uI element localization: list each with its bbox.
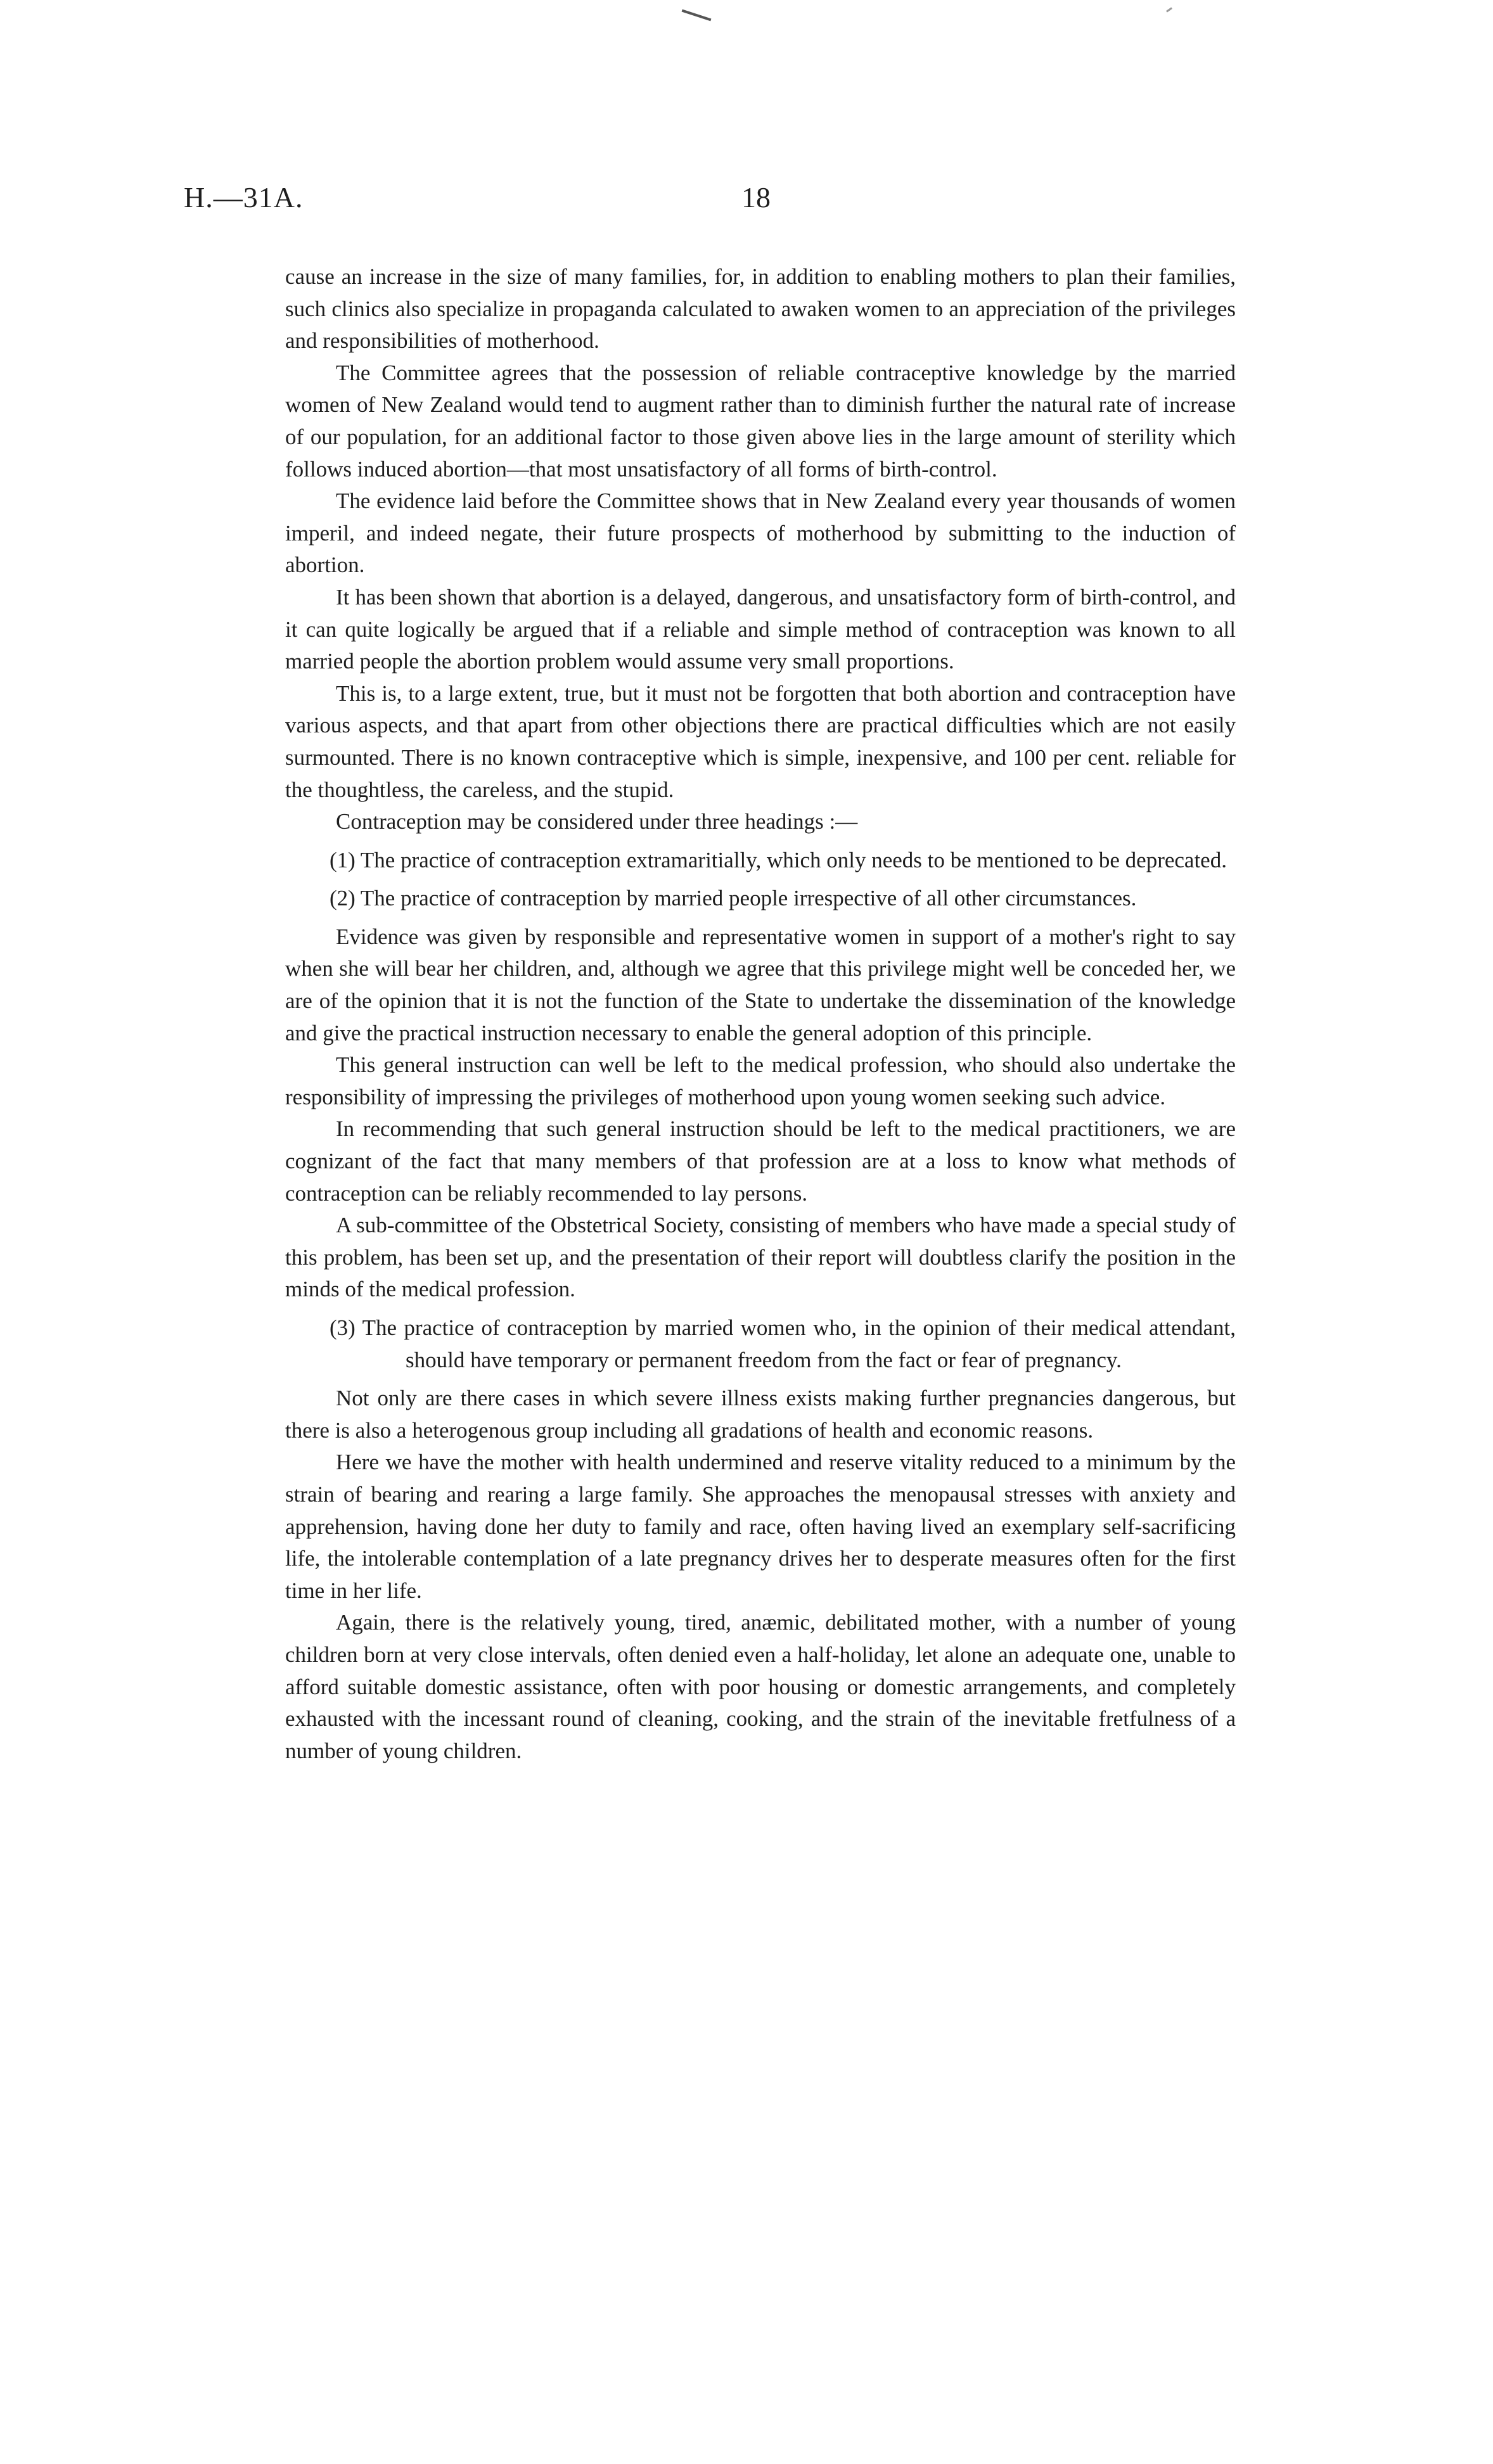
paragraph: The evidence laid before the Committee shows that in New Zealand every year thousands of women imperil, and indeed negate, their future prospects of motherhood by submitting to the induction of abortion. — [285, 488, 1236, 578]
page-number: 18 — [741, 181, 771, 214]
scan-mark-top-right — [1166, 7, 1172, 12]
paragraph: The Committee agrees that the possession of reliable contraceptive knowledge by the married women of New Zealand would tend to augment rather than to diminish further the natural rate of increase of our population, for an additional factor to those given above lies in the large amount of sterility which follows induced abortion—that most unsatisfactory of all forms of birth-control. — [285, 360, 1236, 482]
list-item: (2) The practice of contraception by married people irrespective of all other circumstances. — [330, 886, 1137, 911]
document-code: H.—31A. — [184, 181, 304, 214]
paragraph: This general instruction can well be left to the medical profession, who should also undertake the responsibility of impressing the privileges of motherhood upon young women seeking such advice. — [285, 1052, 1236, 1109]
scan-mark-top — [682, 10, 712, 22]
list-item: (1) The practice of contraception extramaritially, which only needs to be mentioned to be deprecated. — [330, 847, 1227, 872]
page-header — [184, 181, 1248, 225]
paragraph: It has been shown that abortion is a delayed, dangerous, and unsatisfactory form of birth-control, and it can quite logically be argued that if a reliable and simple method of contraception was known to all married people the abortion problem would assume very small proportions. — [285, 584, 1236, 674]
body-text — [285, 261, 1236, 1767]
paragraph: In recommending that such general instruction should be left to the medical practitioners, we are cognizant of the fact that many members of that profession are at a loss to know what methods of contraception can be reliably recommended to lay persons. — [285, 1116, 1236, 1206]
paragraph: Not only are there cases in which severe illness exists making further pregnancies dangerous, but there is also a heterogenous group including all gradations of health and economic reasons. — [285, 1386, 1236, 1443]
paragraph: A sub-committee of the Obstetrical Society, consisting of members who have made a special study of this problem, has been set up, and the presentation of their report will doubtless clarify the position in the minds of the medical profession. — [285, 1213, 1236, 1302]
list-item: (3) The practice of contraception by married women who, in the opinion of their medical attendant, should have temporary or permanent freedom from the fact or fear of pregnancy. — [330, 1315, 1236, 1372]
paragraph: Again, there is the relatively young, tired, anæmic, debilitated mother, with a number of young children born at very close intervals, often denied even a half-holiday, let alone an adequate one, unable to afford suitable domestic assistance, often with poor housing or domestic arrangements, and completely exhausted with the incessant round of cleaning, cooking, and the strain of the inevitable fretfulness of a number of young children. — [285, 1610, 1236, 1763]
paragraph: cause an increase in the size of many families, for, in addition to enabling mothers to plan their families, such clinics also specialize in propaganda calculated to awaken women to an appreciation of the privileges and responsibilities of motherhood. — [285, 264, 1236, 354]
paragraph: Evidence was given by responsible and representative women in support of a mother's right to say when she will bear her children, and, although we agree that this privilege might well be conceded her, we are of the opinion that it is not the function of the State to undertake the dissemination of the knowledge and give the practical instruction necessary to enable the general adoption of this principle. — [285, 924, 1236, 1045]
paragraph: Contraception may be considered under three headings :— — [336, 809, 858, 834]
paragraph: Here we have the mother with health undermined and reserve vitality reduced to a minimum by the strain of bearing and rearing a large family. She approaches the menopausal stresses with anxiety and apprehension, having done her duty to family and race, often having lived an exemplary self-sacrificing life, the intolerable contemplation of a late pregnancy drives her to desperate measures often for the first time in her life. — [285, 1450, 1236, 1603]
paragraph: This is, to a large extent, true, but it must not be forgotten that both abortion and contraception have various aspects, and that apart from other objections there are practical difficulties which are not easily surmounted. There is no known contraceptive which is simple, inexpensive, and 100 per cent. reliable for the thoughtless, the careless, and the stupid. — [285, 680, 1236, 802]
